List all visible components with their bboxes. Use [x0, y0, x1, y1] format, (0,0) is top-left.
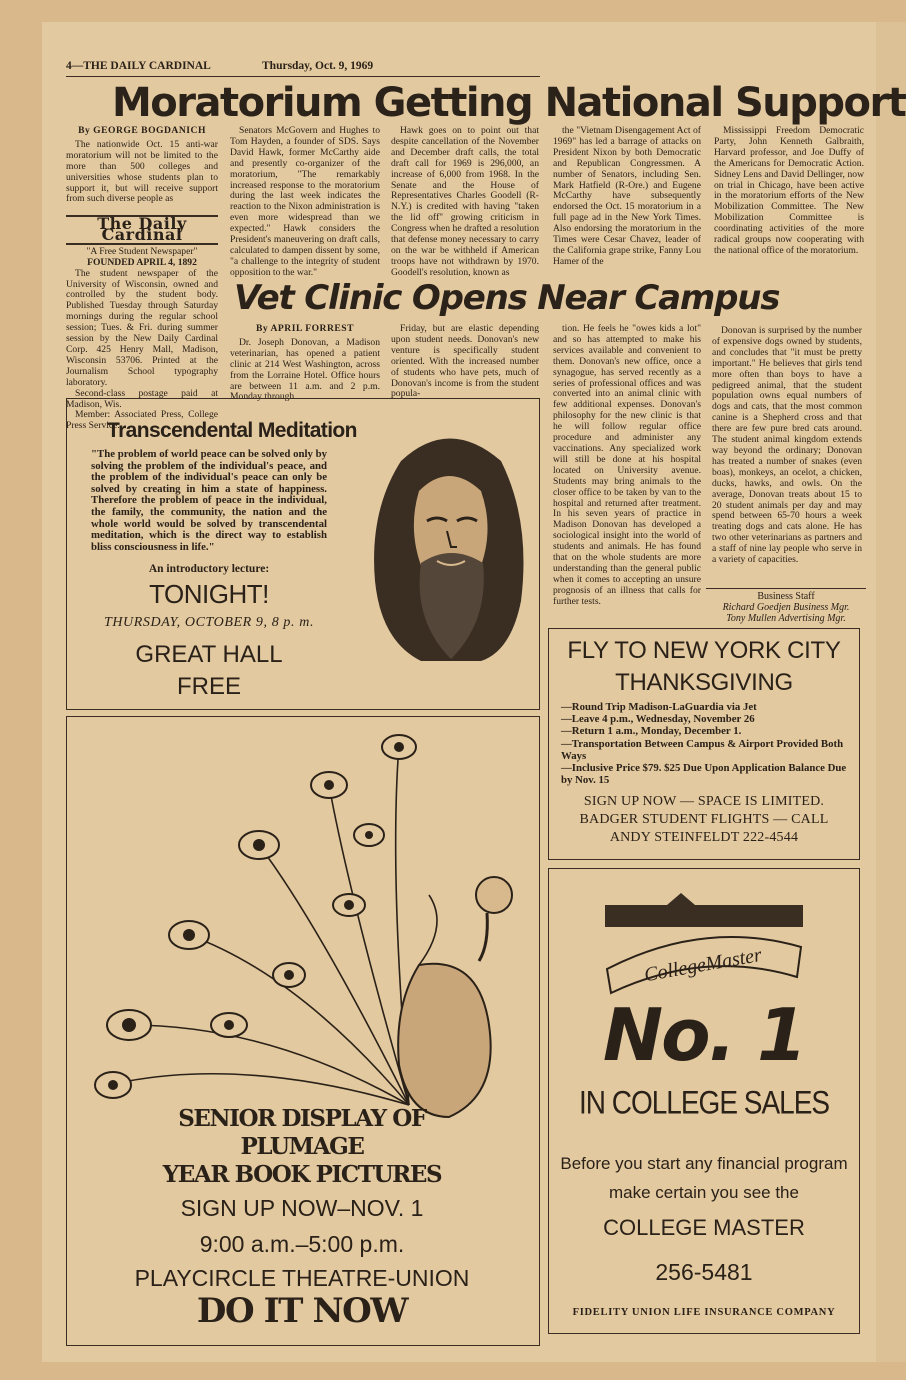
nyc-flight-detail: —Return 1 a.m., Monday, December 1. — [561, 725, 742, 738]
nyc-flight-ad-footer — [549, 793, 859, 847]
moratorium-text-1: The nationwide Oct. 15 anti-war moratorium will not be limited to the more than 500 colleges and universities whose students plan to support it, but will receive support from such diverse people as — [66, 138, 218, 205]
cardinal-body: The student newspaper of the University of Wisconsin, owned and controlled by the student body. Published Tuesday through Saturday mornings during the regular school session; Tues. & Fri. during summer session by the New Daily Cardinal Corp. 425 Henry Mall, Madison, Wisconsin 53706. Printed at the Journalism School typography laboratory. — [66, 267, 218, 388]
moratorium-text-4: the "Vietnam Disengagement Act of 1969" has led a barrage of attacks on President Nixon by both Democratic and Republican Congressmen. A number of Senators, including Sen. Mark Hatfield (R-Ore.) and Eugene McCarthy have subsequently endorsed the Oct. 15 moratorium in a full page ad in the New York Times. Also endorsing the moratorium in the Times were Cesar Chavez, leader of the California grape strike, Fanny Lou Hamer of the — [553, 125, 701, 267]
tm-ad-intro: An introductory lecture: — [148, 563, 270, 575]
vet-column-4 — [712, 326, 862, 578]
nyc-flight-ad-details — [561, 701, 851, 786]
nyc-flight-ad-footer-1: SIGN UP NOW — SPACE IS LIMITED. — [583, 794, 825, 809]
tm-ad-quote: "The problem of world peace can be solved only by solving the problem of the individual's peace, and the problem of the individual's peace can only be solved by creating in him a state of happiness. Therefore the problem of peace in the individual, the family, the community, the nation and the whole world would be solved by transcendental meditation, which is the direct way to establish bliss consciousness in life." — [91, 448, 327, 553]
college-master-no1: No. 1 — [602, 993, 806, 1077]
yearbook-ad-do-it-now: DO IT NOW — [196, 1291, 408, 1331]
nyc-flight-detail: —Leave 4 p.m., Wednesday, November 26 — [561, 713, 755, 726]
vet-headline: Vet Clinic Opens Near Campus — [234, 278, 780, 318]
daily-cardinal-logo: The Daily Cardinal — [66, 215, 218, 245]
nyc-flight-ad-footer-2: BADGER STUDENT FLIGHTS — CALL — [579, 812, 829, 827]
nyc-flight-ad-title-2: THANKSGIVING — [615, 669, 793, 696]
adjacent-page-edge — [876, 22, 906, 1362]
business-manager: Richard Goedjen Business Mgr. — [722, 602, 850, 613]
moratorium-headline: Moratorium Getting National Support — [112, 80, 906, 126]
yearbook-ad-location: PLAYCIRCLE THEATRE-UNION — [134, 1265, 470, 1291]
nyc-flight-detail: —Transportation Between Campus & Airport Provided Both Ways — [561, 737, 844, 762]
college-master-body: Before you start any financial program make certain you see the — [560, 1154, 848, 1202]
tm-ad — [66, 398, 540, 710]
nyc-flight-detail: —Inclusive Price $79. $25 Due Upon Application Balance Due by Nov. 15 — [561, 762, 847, 787]
college-master-logo-text: CollegeMaster — [642, 943, 764, 987]
nyc-flight-ad — [548, 628, 860, 860]
advertising-manager: Tony Mullen Advertising Mgr. — [726, 613, 846, 624]
vet-column-3 — [553, 324, 701, 622]
nyc-flight-detail: —Round Trip Madison-LaGuardia via Jet — [561, 701, 757, 713]
tm-ad-price: FREE — [176, 673, 241, 700]
tm-ad-tonight: TONIGHT! — [149, 579, 269, 609]
moratorium-text-3: Hawk goes on to point out that despite cancellation of the November and December draft calls, the total draft call for 1969 is 296,000, an increase of 6,000 from 1968. In the Senate and the House of Representatives Charles Goodell (R-N.Y.) is credited with having "taken the lid off" growing criticism in Congress when he drafted a resolution that defense money necessary to carry on the war be withheld if American troops have not withdrawn by 1970. Goodell's resolution, known as — [391, 125, 539, 278]
yearbook-ad-hours: 9:00 a.m.–5:00 p.m. — [199, 1231, 405, 1257]
yearbook-ad-line-3: YEAR BOOK PICTURES — [162, 1161, 442, 1188]
college-master-logo-image — [601, 889, 807, 999]
tm-ad-place — [67, 639, 351, 703]
yearbook-ad-line-2: PLUMAGE — [240, 1133, 364, 1160]
maharishi-portrait-image — [361, 421, 537, 661]
moratorium-column-4 — [553, 126, 701, 276]
business-staff-title: Business Staff — [706, 588, 866, 602]
moratorium-byline: By GEORGE BOGDANICH — [78, 125, 206, 136]
college-master-company: FIDELITY UNION LIFE INSURANCE COMPANY — [572, 1307, 836, 1318]
nyc-flight-ad-title-1: FLY TO NEW YORK CITY — [567, 637, 841, 664]
cardinal-founded: FOUNDED APRIL 4, 1892 — [87, 256, 197, 268]
page-masthead — [66, 60, 540, 77]
yearbook-ad-signup: SIGN UP NOW–NOV. 1 — [180, 1195, 424, 1221]
moratorium-column-3 — [391, 126, 539, 276]
vet-text-2: Friday, but are elastic depending upon student needs. Donovan's new venture is specifically student oriented. With the increased number of students who have pets, much of Donovan's income is from the student popula- — [391, 323, 539, 400]
business-staff — [706, 588, 866, 624]
college-master-sales: IN COLLEGE SALES — [578, 1084, 830, 1121]
vet-column-1 — [230, 323, 380, 403]
vet-text-4: Donovan is surprised by the number of expensive dogs owned by students, and concludes that "it must be pretty important." He believes that girls tend more often than boys to have a pedigreed animal, that the student population owns equal numbers of dogs and cats, that the most common canine is a Shepherd cross and that there are few pure bred cats around. The student animal kingdom extends way beyond the ordinary; Donovan has treated a number of snakes (even boas), monkeys, an ocelot, a chicken, ducks, hawks, and owls. On the average, Donovan treats about 15 to 20 student animals per day and may spend between 65-70 hours a week treating dogs and cats alone. He has two other veterinarians as partners and a staff of nine lay people who serve in a variety of capacities. — [712, 325, 862, 566]
college-master-name: COLLEGE MASTER — [603, 1215, 805, 1240]
cardinal-info — [66, 211, 218, 432]
college-master-phone: 256-5481 — [655, 1259, 753, 1285]
vet-byline: By APRIL FORREST — [255, 323, 355, 334]
cardinal-postage: Second-class postage paid at Madison, Wis. — [66, 387, 218, 410]
vet-text-3: tion. He feels he "owes kids a lot" and so has attempted to make his services available and convenient to them. Donovan's new office, once a synagogue, has served recently as a series of professional offices and was converted into an animal clinic with few additional expenses. Donovan's philosophy for the new clinic is that he will follow regular office procedure and administer any vaccinations. Any specialized work will still be done at his hospital located on University avenue. Students may bring animals to the closer office to be taken by van to the hospital and returned after treatment. In his seven years of practice in Madison Donovan has developed a sociological insight into the world of students and animals. He has found that on the whole students are more understanding than the general public when it comes to accepting an unsure prognosis of an illness that calls for further tests. — [553, 323, 701, 607]
college-master-ad — [548, 868, 860, 1334]
vet-column-2 — [391, 324, 539, 398]
peacock-illustration-image — [89, 725, 519, 1117]
moratorium-column-5 — [714, 126, 864, 284]
tm-ad-location: GREAT HALL — [135, 641, 283, 668]
moratorium-text-2: Senators McGovern and Hughes to Tom Hayden, a founder of SDS. Says David Hawk, former McCarthy aide and presently co-organizer of the moratorium, "The remarkably increased response to the moratorium during the last week indicates the reaction to the Nixon administration is even more widespread than we expected." Hawk considers the President's maneuvering on draft calls, calculated to dampen dissent by some, "a challenge to the integrity of student opposition to the war." — [230, 125, 380, 278]
yearbook-ad — [66, 716, 540, 1346]
cardinal-motto: "A Free Student Newspaper" — [86, 245, 198, 257]
masthead-date: Thursday, Oct. 9, 1969 — [262, 60, 374, 72]
tm-ad-date: THURSDAY, OCTOBER 9, 8 p. m. — [103, 615, 315, 630]
masthead-page-label: 4—THE DAILY CARDINAL — [66, 60, 211, 72]
vet-text-1: Dr. Joseph Donovan, a Madison veterinarian, has opened a patient clinic at 214 West Washington, across from the Lorraine Hotel. Office hours are between 11 a.m. and 2 p.m. Monday through — [230, 336, 380, 403]
moratorium-column-1 — [66, 126, 218, 210]
moratorium-column-2 — [230, 126, 380, 276]
nyc-flight-ad-footer-3: ANDY STEINFELDT 222-4544 — [609, 830, 799, 845]
tm-ad-title: Transcendental Meditation — [107, 419, 357, 442]
yearbook-ad-line-1: SENIOR DISPLAY OF — [178, 1105, 426, 1132]
moratorium-text-5: Mississippi Freedom Democratic Party, John Kenneth Galbraith, Harvard professor, and Joe Duffy of the Americans for Democratic Action. Sidney Lens and David Dellinger, now on trial in Chicago, have been active in the moratorium efforts of the New Mobilization Committee. The New Mobilization Committee is coordinating activities of the more radical groups now cooperating with the national office of the moratorium. — [714, 125, 864, 256]
cardinal-member: Member: Associated Press, College Press Service. — [66, 409, 218, 432]
nyc-flight-ad-title — [549, 635, 859, 699]
